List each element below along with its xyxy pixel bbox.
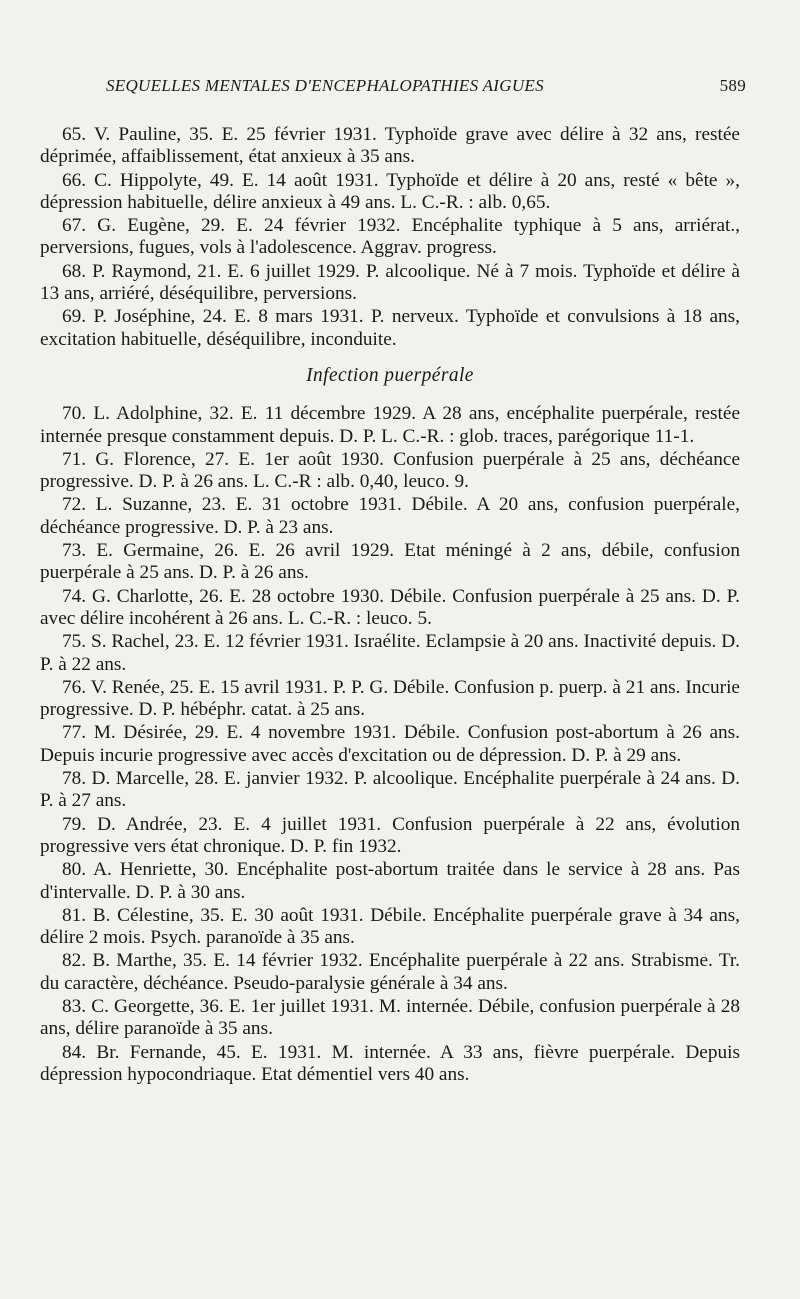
case-entry-65: 65. V. Pauline, 35. E. 25 février 1931. Typhoïde grave avec délire à 32 ans, restée déprimée, affaiblissement, état anxieux à 35 ans. [40,124,740,168]
case-entry-71: 71. G. Florence, 27. E. 1er août 1930. Confusion puerpérale à 25 ans, déchéance progressive. D. P. à 26 ans. L. C.-R : alb. 0,40, leuco. 9. [40,448,740,493]
case-entry-76: 76. V. Renée, 25. E. 15 avril 1931. P. P. G. Débile. Confusion p. puerp. à 21 ans. Incurie progressive. D. P. hébéphr. catat. à 25 ans. [40,676,740,721]
running-title: SEQUELLES MENTALES D'ENCEPHALOPATHIES AIGUES [106,76,544,95]
case-entry-68: 68. P. Raymond, 21. E. 6 juillet 1929. P. alcoolique. Né à 7 mois. Typhoïde et délire à 13 ans, arriéré, déséquilibre, perversions. [40,260,740,305]
running-header [40,70,746,106]
case-entry-77: 77. M. Désirée, 29. E. 4 novembre 1931. Débile. Confusion post-abortum à 26 ans. Depuis incurie progressive avec accès d'excitation ou de dépression. D. P. à 29 ans. [40,722,740,766]
case-entry-80: 80. A. Henriette, 30. Encéphalite post-abortum traitée dans le service à 28 ans. Pas d'intervalle. D. P. à 30 ans. [40,859,740,903]
case-entry-74: 74. G. Charlotte, 26. E. 28 octobre 1930. Débile. Confusion puerpérale à 25 ans. D. P. avec délire incohérent à 26 ans. L. C.-R. : leuco. 5. [40,585,740,629]
page-number: 589 [719,76,746,95]
case-entry-66: 66. C. Hippolyte, 49. E. 14 août 1931. Typhoïde et délire à 20 ans, resté « bête », dépression habituelle, délire anxieux à 49 ans. L. C.-R. : alb. 0,65. [40,169,740,213]
document-page [40,70,746,1280]
case-list [40,124,740,1086]
case-entry-69: 69. P. Joséphine, 24. E. 8 mars 1931. P. nerveux. Typhoïde et convulsions à 18 ans, excitation habituelle, déséquilibre, inconduite. [40,306,740,350]
case-entry-73: 73. E. Germaine, 26. E. 26 avril 1929. Etat méningé à 2 ans, débile, confusion puerpérale à 25 ans. D. P. à 26 ans. [40,540,740,584]
case-entry-82: 82. B. Marthe, 35. E. 14 février 1932. Encéphalite puerpérale à 22 ans. Strabisme. Tr. du caractère, déchéance. Pseudo-paralysie générale à 34 ans. [40,950,740,994]
case-entry-78: 78. D. Marcelle, 28. E. janvier 1932. P. alcoolique. Encéphalite puerpérale à 24 ans. D. P. à 27 ans. [40,768,740,812]
case-entry-72: 72. L. Suzanne, 23. E. 31 octobre 1931. Débile. A 20 ans, confusion puerpérale, déchéance progressive. D. P. à 23 ans. [40,494,740,538]
case-entry-70: 70. L. Adolphine, 32. E. 11 décembre 1929. A 28 ans, encéphalite puerpérale, restée internée presque constamment depuis. D. P. L. C.-R. : glob. traces, parégorique 11-1. [40,403,740,447]
case-entry-67: 67. G. Eugène, 29. E. 24 février 1932. Encéphalite typhique à 5 ans, arriérat., perversions, fugues, vols à l'adolescence. Aggrav. progress. [40,215,740,259]
case-entry-83: 83. C. Georgette, 36. E. 1er juillet 1931. M. internée. Débile, confusion puerpérale à 28 ans, délire paranoïde à 35 ans. [40,995,740,1040]
case-entry-84: 84. Br. Fernande, 45. E. 1931. M. internée. A 33 ans, fièvre puerpérale. Depuis dépression hypocondriaque. Etat démentiel vers 40 ans. [40,1041,740,1085]
case-entry-81: 81. B. Célestine, 35. E. 30 août 1931. Débile. Encéphalite puerpérale grave à 34 ans, délire 2 mois. Psych. paranoïde à 35 ans. [40,904,740,949]
case-entry-75: 75. S. Rachel, 23. E. 12 février 1931. Israélite. Eclampsie à 20 ans. Inactivité depuis. D. P. à 22 ans. [40,631,740,675]
case-entry-79: 79. D. Andrée, 23. E. 4 juillet 1931. Confusion puerpérale à 22 ans, évolution progressive vers état chronique. D. P. fin 1932. [40,813,740,857]
section-heading: Infection puerpérale [306,364,474,386]
